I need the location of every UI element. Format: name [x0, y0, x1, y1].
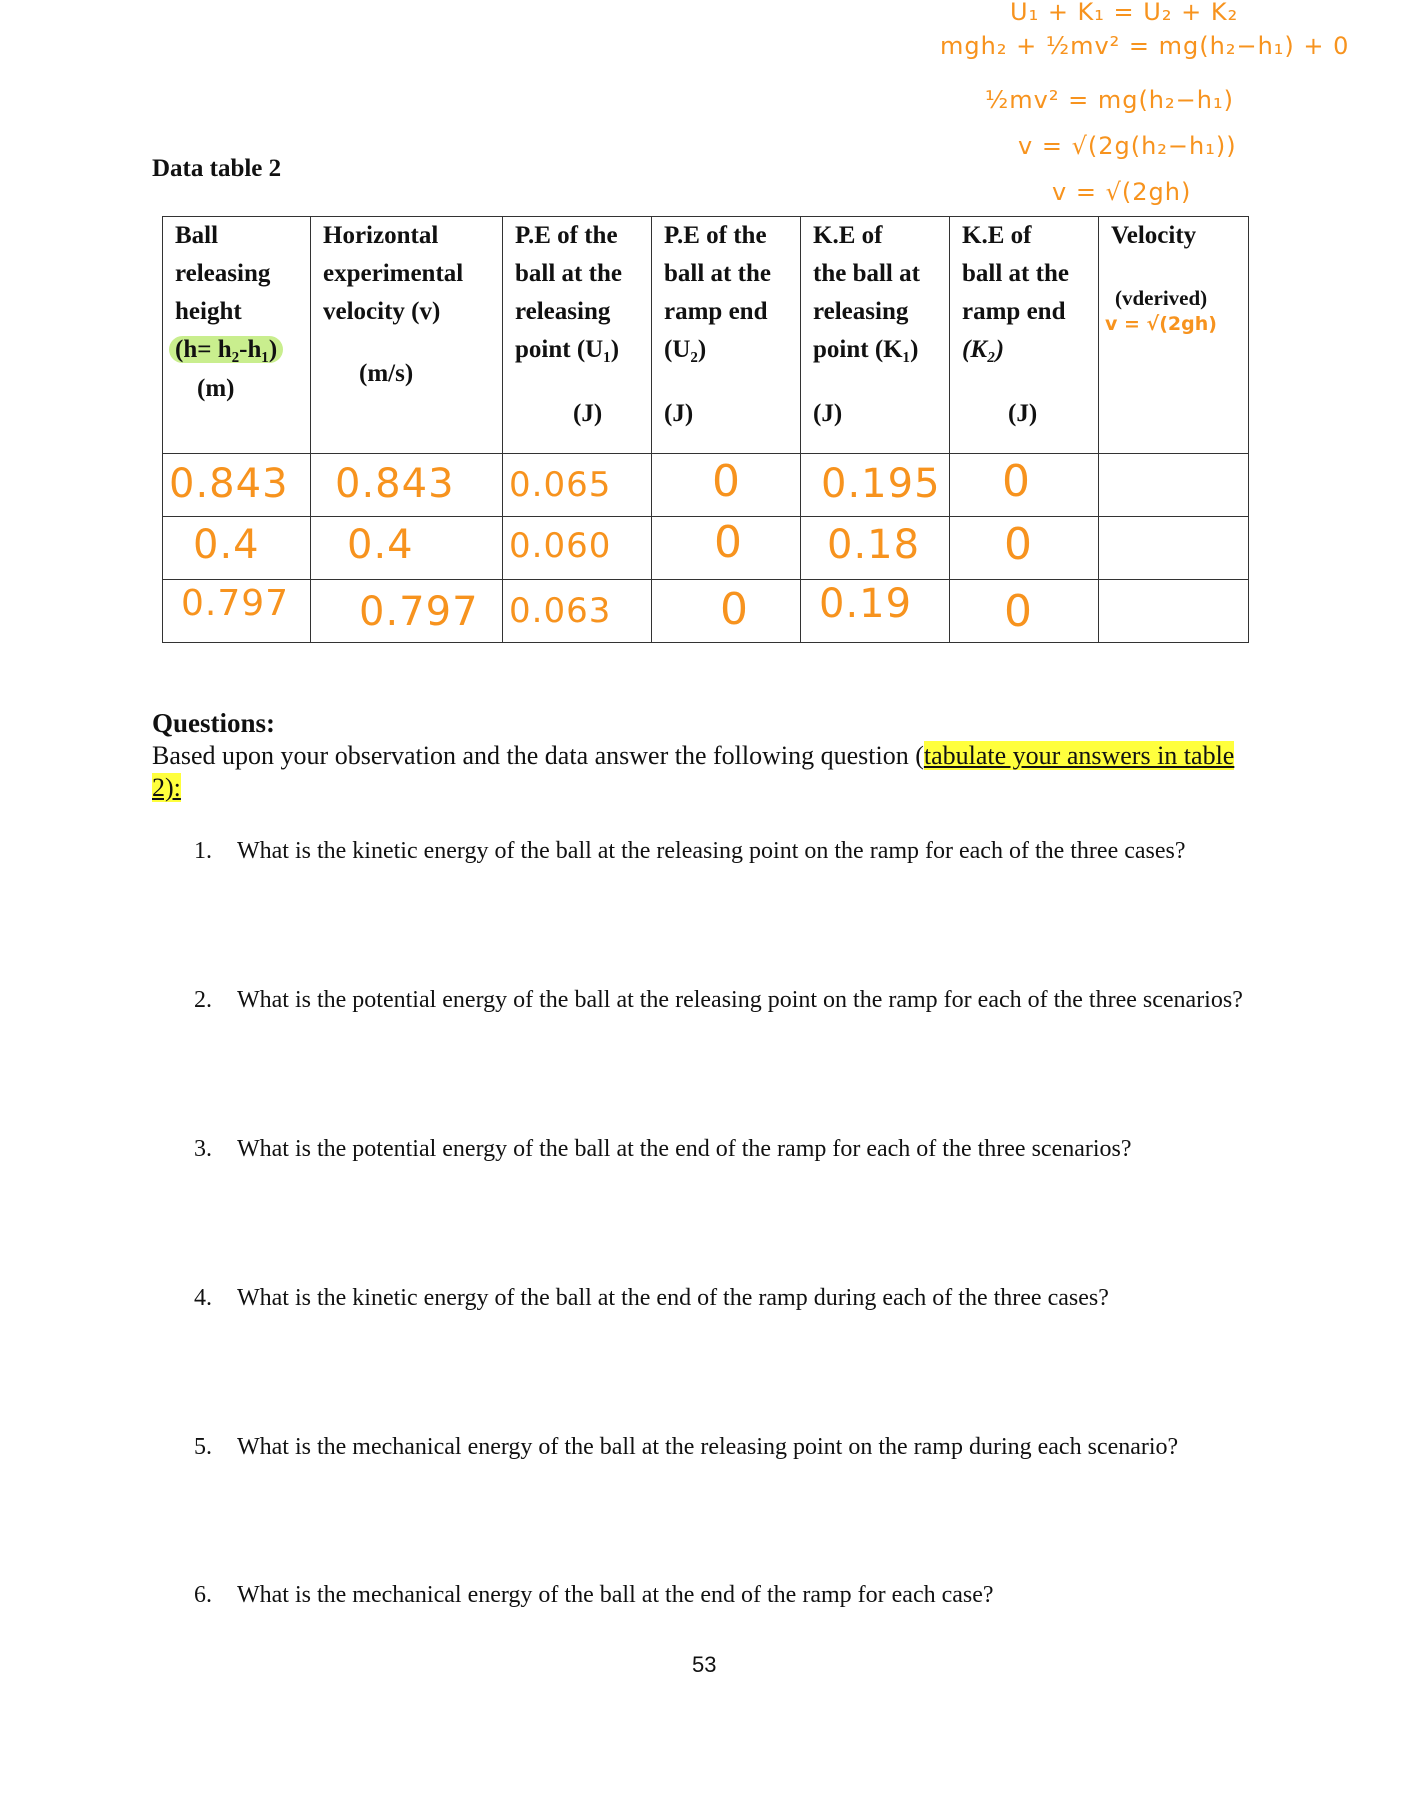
cell-ke-end — [950, 517, 1099, 580]
handwritten-value: 0 — [1002, 456, 1030, 507]
question-text: What is the kinetic energy of the ball at the end of the ramp during each of the three cases? — [237, 1285, 1109, 1311]
question-item — [194, 1283, 1254, 1314]
header-line: (K₂) — [962, 336, 1005, 363]
question-item — [194, 985, 1254, 1016]
cell-velocity — [311, 454, 503, 517]
question-text: What is the kinetic energy of the ball at the releasing point on the ramp for each of the three cases? — [237, 838, 1186, 864]
cell-height — [163, 517, 311, 580]
handwritten-value: 0.060 — [509, 526, 612, 566]
header-derived-velocity — [1099, 217, 1249, 454]
handwritten-value: 0 — [720, 584, 748, 635]
table-title: Data table 2 — [152, 155, 282, 182]
cell-pe-release — [503, 454, 652, 517]
handwritten-value: 0.065 — [509, 465, 612, 505]
cell-ke-release — [801, 517, 950, 580]
header-line: K.E of — [962, 222, 1032, 249]
header-line: releasing — [175, 260, 271, 287]
header-ke-ramp-end — [950, 217, 1099, 454]
cell-derived-velocity — [1099, 454, 1249, 517]
header-line: the ball at — [813, 260, 920, 287]
header-line: ramp end — [664, 298, 768, 325]
handwritten-value: 0.18 — [827, 522, 921, 568]
header-line: point (U₁) — [515, 336, 620, 363]
handwritten-value: 0.797 — [181, 583, 290, 624]
question-number: 3. — [194, 1136, 212, 1162]
question-item — [194, 836, 1254, 867]
handwritten-energy-equation: U₁ + K₁ = U₂ + K₂ — [1010, 0, 1239, 26]
handwritten-value: 0 — [712, 456, 740, 507]
question-item — [194, 1432, 1254, 1463]
header-derived-label: (vderived) — [1115, 286, 1208, 310]
cell-ke-end — [950, 580, 1099, 643]
header-pe-release — [503, 217, 652, 454]
table-row — [163, 580, 1249, 643]
data-table — [162, 216, 1249, 643]
handwritten-velocity-short: v = √(2gh) — [1052, 178, 1192, 206]
question-number: 1. — [194, 838, 212, 864]
cell-derived-velocity — [1099, 580, 1249, 643]
header-line: ball at the — [664, 260, 771, 287]
header-unit: (m/s) — [359, 360, 414, 387]
handwritten-value: 0.063 — [509, 591, 612, 631]
handwritten-velocity-formula: v = √(2g(h₂−h₁)) — [1018, 132, 1237, 160]
highlighted-height-formula: (h= h₂-h₁) — [169, 336, 283, 363]
header-unit: (J) — [573, 400, 603, 427]
cell-pe-release — [503, 580, 652, 643]
handwritten-value: 0.195 — [821, 461, 941, 507]
header-line: Velocity — [1111, 222, 1197, 249]
intro-text: Based upon your observation and the data answer the following question ( — [152, 741, 924, 770]
handwritten-value: 0 — [1004, 586, 1032, 637]
question-text: What is the mechanical energy of the ball at the releasing point on the ramp during each scenario? — [237, 1434, 1179, 1460]
question-number: 4. — [194, 1285, 212, 1311]
table-row — [163, 454, 1249, 517]
question-number: 5. — [194, 1434, 212, 1460]
header-experimental-velocity — [311, 217, 503, 454]
header-line: ball at the — [515, 260, 622, 287]
question-item — [194, 1134, 1254, 1165]
header-line: ramp end — [962, 298, 1066, 325]
cell-derived-velocity — [1099, 517, 1249, 580]
header-unit: (J) — [1008, 400, 1038, 427]
question-number: 2. — [194, 987, 212, 1013]
header-line: P.E of the — [515, 222, 618, 249]
handwritten-simplified: ½mv² = mg(h₂−h₁) — [985, 86, 1234, 114]
header-line: releasing — [813, 298, 909, 325]
header-line: height — [175, 298, 242, 325]
question-item — [194, 1580, 1254, 1611]
questions-heading: Questions: — [152, 708, 276, 738]
cell-height — [163, 580, 311, 643]
question-number: 6. — [194, 1582, 212, 1608]
questions-intro — [152, 740, 1242, 804]
header-line: experimental — [323, 260, 464, 287]
header-line: releasing — [515, 298, 611, 325]
handwritten-value: 0.843 — [169, 461, 289, 507]
header-unit: (m) — [197, 375, 235, 402]
question-text: What is the potential energy of the ball at the end of the ramp for each of the three scenarios? — [237, 1136, 1132, 1162]
header-ke-release — [801, 217, 950, 454]
header-line: K.E of — [813, 222, 883, 249]
cell-velocity — [311, 517, 503, 580]
cell-pe-end — [652, 517, 801, 580]
header-unit: (J) — [813, 400, 843, 427]
handwritten-value: 0.4 — [347, 522, 414, 568]
table-header-row — [163, 217, 1249, 454]
handwritten-value: 0.4 — [193, 522, 260, 568]
question-text: What is the mechanical energy of the ball at the end of the ramp for each case? — [237, 1582, 994, 1608]
cell-ke-end — [950, 454, 1099, 517]
handwritten-value: 0 — [1004, 519, 1032, 570]
cell-pe-end — [652, 580, 801, 643]
cell-velocity — [311, 580, 503, 643]
question-text: What is the potential energy of the ball at the releasing point on the ramp for each of the three scenarios? — [237, 987, 1243, 1013]
cell-ke-release — [801, 580, 950, 643]
cell-pe-end — [652, 454, 801, 517]
header-line: (U₂) — [664, 336, 707, 363]
header-line: Horizontal — [323, 222, 439, 249]
header-line: velocity (v) — [323, 298, 441, 325]
table-row — [163, 517, 1249, 580]
cell-pe-release — [503, 517, 652, 580]
handwritten-value: 0.797 — [359, 589, 479, 635]
header-pe-ramp-end — [652, 217, 801, 454]
header-release-height — [163, 217, 311, 454]
highlighted-instruction: tabulate your answers in table 2): — [152, 741, 1235, 802]
header-line: P.E of the — [664, 222, 767, 249]
cell-height — [163, 454, 311, 517]
handwritten-velocity-note: v = √(2gh) — [1105, 313, 1217, 335]
handwritten-value: 0.19 — [819, 581, 913, 627]
page-number: 53 — [692, 1652, 717, 1677]
handwritten-value: 0.843 — [335, 461, 455, 507]
header-line: ball at the — [962, 260, 1069, 287]
handwritten-value: 0 — [714, 517, 742, 568]
header-unit: (J) — [664, 400, 694, 427]
handwritten-substitution: mgh₂ + ½mv² = mg(h₂−h₁) + 0 — [940, 32, 1350, 60]
header-line: Ball — [175, 222, 219, 249]
cell-ke-release — [801, 454, 950, 517]
header-line: point (K₁) — [813, 336, 919, 363]
